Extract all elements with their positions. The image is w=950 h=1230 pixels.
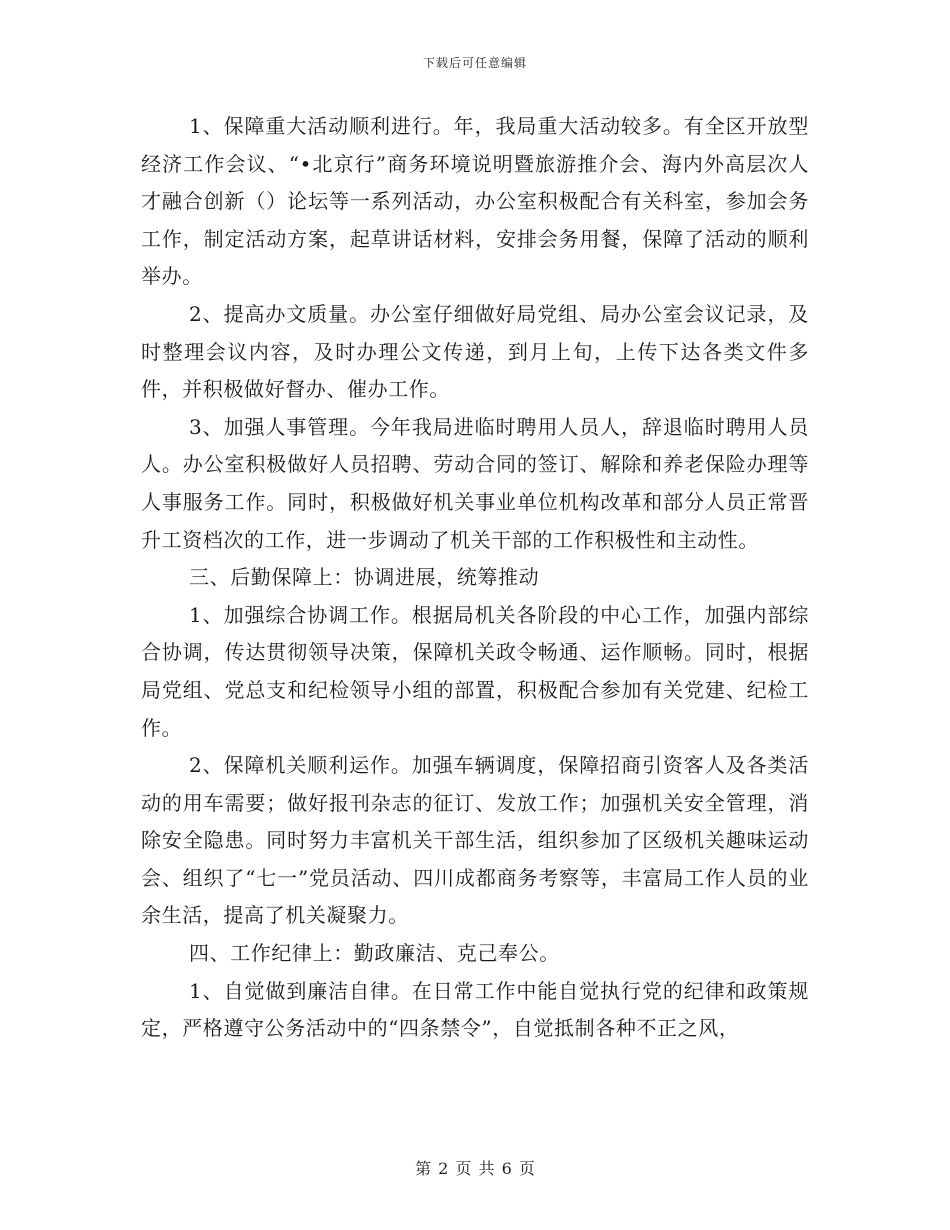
paragraph-operations: 2、保障机关顺利运作。加强车辆调度，保障招商引资客人及各类活动的用车需要；做好报刊杂志的征订、发放工作；加强机关安全管理，消除安全隐患。同时努力丰富机关干部生活，组织参加了区级机关趣味运动会、组织了“七一”党员活动、四川成都商务考察等，丰富局工作人员的业余生活，提高了机关凝聚力。 xyxy=(141,753,809,928)
page-header: 下载后可任意编辑 xyxy=(422,56,527,70)
section-heading-discipline: 四、工作纪律上：勤政廉洁、克己奉公。 xyxy=(189,941,560,966)
paragraph-document-quality: 2、提高办文质量。办公室仔细做好局党组、局办公室会议记录，及时整理会议内容，及时办理公文传递，到月上旬，上传下达各类文件多件，并积极做好督办、催办工作。 xyxy=(141,301,809,402)
paragraph-integrity: 1、自觉做到廉洁自律。在日常工作中能自觉执行党的纪律和政策规定，严格遵守公务活动中的“四条禁令”，自觉抵制各种不正之风， xyxy=(141,978,809,1041)
document-body xyxy=(141,108,809,1048)
paragraph-coordination: 1、加强综合协调工作。根据局机关各阶段的中心工作，加强内部综合协调，传达贯彻领导决策，保障机关政令畅通、运作顺畅。同时，根据局党组、党总支和纪检领导小组的部置，积极配合参加有关党建、纪检工作。 xyxy=(141,602,809,740)
paragraph-activities: 1、保障重大活动顺利进行。年，我局重大活动较多。有全区开放型经济工作会议、“•北京行”商务环境说明暨旅游推介会、海内外高层次人才融合创新（）论坛等一系列活动，办公室积极配合有关科室，参加会务工作，制定活动方案，起草讲话材料，安排会务用餐，保障了活动的顺利举办。 xyxy=(141,114,809,289)
paragraph-personnel: 3、加强人事管理。今年我局进临时聘用人员人，辞退临时聘用人员人。办公室积极做好人员招聘、劳动合同的签订、解除和养老保险办理等人事服务工作。同时，积极做好机关事业单位机构改革和部分人员正常晋升工资档次的工作，进一步调动了机关干部的工作积极性和主动性。 xyxy=(141,414,809,552)
section-heading-logistics: 三、后勤保障上：协调进展，统筹推动 xyxy=(189,565,540,590)
page-number: 第 2 页 共 6 页 xyxy=(415,1159,535,1178)
